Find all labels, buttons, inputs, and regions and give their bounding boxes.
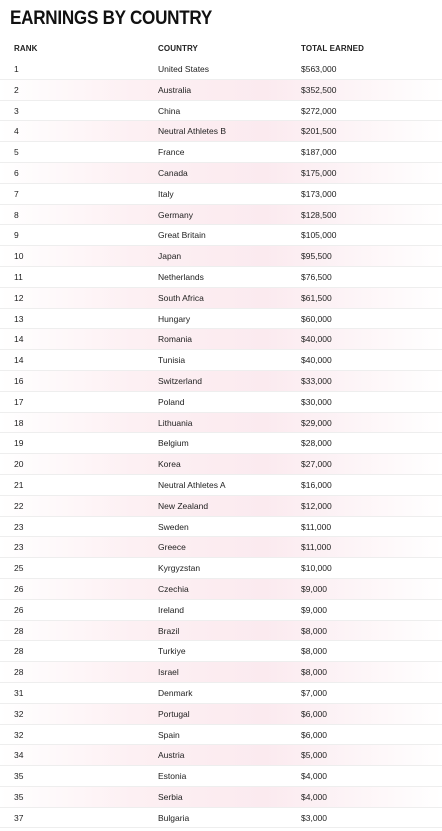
total-earned-cell: $4,000 <box>301 791 327 802</box>
country-cell: France <box>158 147 185 158</box>
table-row <box>0 121 442 142</box>
country-cell: Brazil <box>158 625 180 636</box>
total-earned-cell: $30,000 <box>301 396 332 407</box>
table-row <box>0 517 442 538</box>
rank-cell: 4 <box>14 126 19 137</box>
total-earned-cell: $40,000 <box>301 355 332 366</box>
rank-cell: 26 <box>14 604 24 615</box>
country-cell: Austria <box>158 750 185 761</box>
rank-cell: 28 <box>14 646 24 657</box>
country-cell: Spain <box>158 729 180 740</box>
rank-cell: 14 <box>14 355 24 366</box>
total-earned-cell: $40,000 <box>301 334 332 345</box>
rank-cell: 23 <box>14 521 24 532</box>
column-header-total-earned: TOTAL EARNED <box>301 44 364 53</box>
rank-cell: 12 <box>14 292 24 303</box>
table-row <box>0 413 442 434</box>
country-cell: Greece <box>158 542 186 553</box>
total-earned-cell: $5,000 <box>301 750 327 761</box>
table-row <box>0 579 442 600</box>
total-earned-cell: $272,000 <box>301 105 337 116</box>
country-cell: Estonia <box>158 771 187 782</box>
country-cell: Netherlands <box>158 271 204 282</box>
total-earned-cell: $9,000 <box>301 604 327 615</box>
country-cell: Hungary <box>158 313 191 324</box>
total-earned-cell: $7,000 <box>301 687 327 698</box>
total-earned-cell: $175,000 <box>301 167 337 178</box>
rank-cell: 18 <box>14 417 24 428</box>
country-cell: Neutral Athletes A <box>158 479 226 490</box>
table-row <box>0 662 442 683</box>
table-row <box>0 246 442 267</box>
table-row <box>0 267 442 288</box>
table-body <box>0 59 442 828</box>
table-row <box>0 537 442 558</box>
table-row <box>0 641 442 662</box>
rank-cell: 17 <box>14 396 24 407</box>
table-row <box>0 745 442 766</box>
table-row <box>0 329 442 350</box>
rank-cell: 32 <box>14 729 24 740</box>
rank-cell: 20 <box>14 459 24 470</box>
rank-cell: 37 <box>14 812 24 823</box>
country-cell: Poland <box>158 396 185 407</box>
country-cell: Israel <box>158 667 179 678</box>
rank-cell: 1 <box>14 64 19 74</box>
rank-cell: 3 <box>14 105 19 116</box>
table-row <box>0 225 442 246</box>
table-row <box>0 142 442 163</box>
table-row <box>0 621 442 642</box>
total-earned-cell: $201,500 <box>301 126 337 137</box>
country-cell: Canada <box>158 167 188 178</box>
total-earned-cell: $105,000 <box>301 230 337 241</box>
table-header-row <box>0 40 442 59</box>
country-cell: Belgium <box>158 438 189 449</box>
country-cell: Italy <box>158 188 174 199</box>
rank-cell: 35 <box>14 771 24 782</box>
country-cell: Switzerland <box>158 375 202 386</box>
total-earned-cell: $28,000 <box>301 438 332 449</box>
country-cell: Great Britain <box>158 230 206 241</box>
total-earned-cell: $173,000 <box>301 188 337 199</box>
country-cell: Neutral Athletes B <box>158 126 227 137</box>
table-row <box>0 808 442 829</box>
total-earned-cell: $61,500 <box>301 292 332 303</box>
rank-cell: 32 <box>14 708 24 719</box>
table-row <box>0 309 442 330</box>
table-row <box>0 454 442 475</box>
total-earned-cell: $76,500 <box>301 271 332 282</box>
country-cell: South Africa <box>158 292 204 303</box>
total-earned-cell: $10,000 <box>301 563 332 574</box>
total-earned-cell: $6,000 <box>301 708 327 719</box>
country-cell: Germany <box>158 209 193 220</box>
total-earned-cell: $27,000 <box>301 459 332 470</box>
rank-cell: 22 <box>14 500 24 511</box>
table-row <box>0 59 442 80</box>
total-earned-cell: $8,000 <box>301 667 327 678</box>
table-row <box>0 80 442 101</box>
rank-cell: 31 <box>14 687 24 698</box>
rank-cell: 19 <box>14 438 24 449</box>
table-row <box>0 101 442 122</box>
total-earned-cell: $352,500 <box>301 84 337 95</box>
table-row <box>0 475 442 496</box>
total-earned-cell: $8,000 <box>301 625 327 636</box>
country-cell: Portugal <box>158 708 190 719</box>
total-earned-cell: $187,000 <box>301 147 337 158</box>
column-header-country: COUNTRY <box>158 44 198 53</box>
country-cell: United States <box>158 64 210 74</box>
column-header-rank: RANK <box>14 44 38 53</box>
total-earned-cell: $11,000 <box>301 521 332 532</box>
rank-cell: 9 <box>14 230 19 241</box>
table-row <box>0 350 442 371</box>
total-earned-cell: $4,000 <box>301 771 327 782</box>
table-row <box>0 371 442 392</box>
country-cell: New Zealand <box>158 500 209 511</box>
total-earned-cell: $8,000 <box>301 646 327 657</box>
total-earned-cell: $12,000 <box>301 500 332 511</box>
table-row <box>0 558 442 579</box>
table-row <box>0 163 442 184</box>
rank-cell: 14 <box>14 334 24 345</box>
rank-cell: 28 <box>14 667 24 678</box>
table-row <box>0 725 442 746</box>
country-cell: Tunisia <box>158 355 186 366</box>
rank-cell: 34 <box>14 750 24 761</box>
total-earned-cell: $6,000 <box>301 729 327 740</box>
total-earned-cell: $3,000 <box>301 812 327 823</box>
table-row <box>0 496 442 517</box>
country-cell: Sweden <box>158 521 189 532</box>
table-row <box>0 205 442 226</box>
country-cell: Kyrgyzstan <box>158 563 201 574</box>
total-earned-cell: $128,500 <box>301 209 337 220</box>
rank-cell: 23 <box>14 542 24 553</box>
country-cell: Japan <box>158 251 182 262</box>
rank-cell: 21 <box>14 479 24 490</box>
rank-cell: 8 <box>14 209 19 220</box>
country-cell: Turkiye <box>158 646 186 657</box>
earnings-table <box>0 40 442 828</box>
table-row <box>0 683 442 704</box>
rank-cell: 35 <box>14 791 24 802</box>
total-earned-cell: $9,000 <box>301 583 327 594</box>
table-row <box>0 184 442 205</box>
rank-cell: 16 <box>14 375 24 386</box>
rank-cell: 25 <box>14 563 24 574</box>
rank-cell: 5 <box>14 147 19 158</box>
country-cell: China <box>158 105 181 116</box>
rank-cell: 11 <box>14 271 23 282</box>
total-earned-cell: $29,000 <box>301 417 332 428</box>
rank-cell: 7 <box>14 188 19 199</box>
table-row <box>0 433 442 454</box>
total-earned-cell: $563,000 <box>301 64 337 74</box>
rank-cell: 26 <box>14 583 24 594</box>
table-row <box>0 704 442 725</box>
rank-cell: 10 <box>14 251 24 262</box>
rank-cell: 2 <box>14 84 19 95</box>
table-row <box>0 787 442 808</box>
country-cell: Romania <box>158 334 193 345</box>
table-row <box>0 392 442 413</box>
table-row <box>0 288 442 309</box>
total-earned-cell: $95,500 <box>301 251 332 262</box>
country-cell: Australia <box>158 84 192 95</box>
country-cell: Korea <box>158 459 181 470</box>
total-earned-cell: $16,000 <box>301 479 332 490</box>
total-earned-cell: $33,000 <box>301 375 332 386</box>
total-earned-cell: $60,000 <box>301 313 332 324</box>
country-cell: Denmark <box>158 687 193 698</box>
country-cell: Bulgaria <box>158 812 190 823</box>
country-cell: Ireland <box>158 604 184 615</box>
page-title: EARNINGS BY COUNTRY <box>10 8 212 29</box>
rank-cell: 6 <box>14 167 19 178</box>
table-row <box>0 766 442 787</box>
country-cell: Serbia <box>158 791 183 802</box>
total-earned-cell: $11,000 <box>301 542 332 553</box>
country-cell: Czechia <box>158 583 189 594</box>
rank-cell: 28 <box>14 625 24 636</box>
country-cell: Lithuania <box>158 417 193 428</box>
table-row <box>0 600 442 621</box>
rank-cell: 13 <box>14 313 24 324</box>
